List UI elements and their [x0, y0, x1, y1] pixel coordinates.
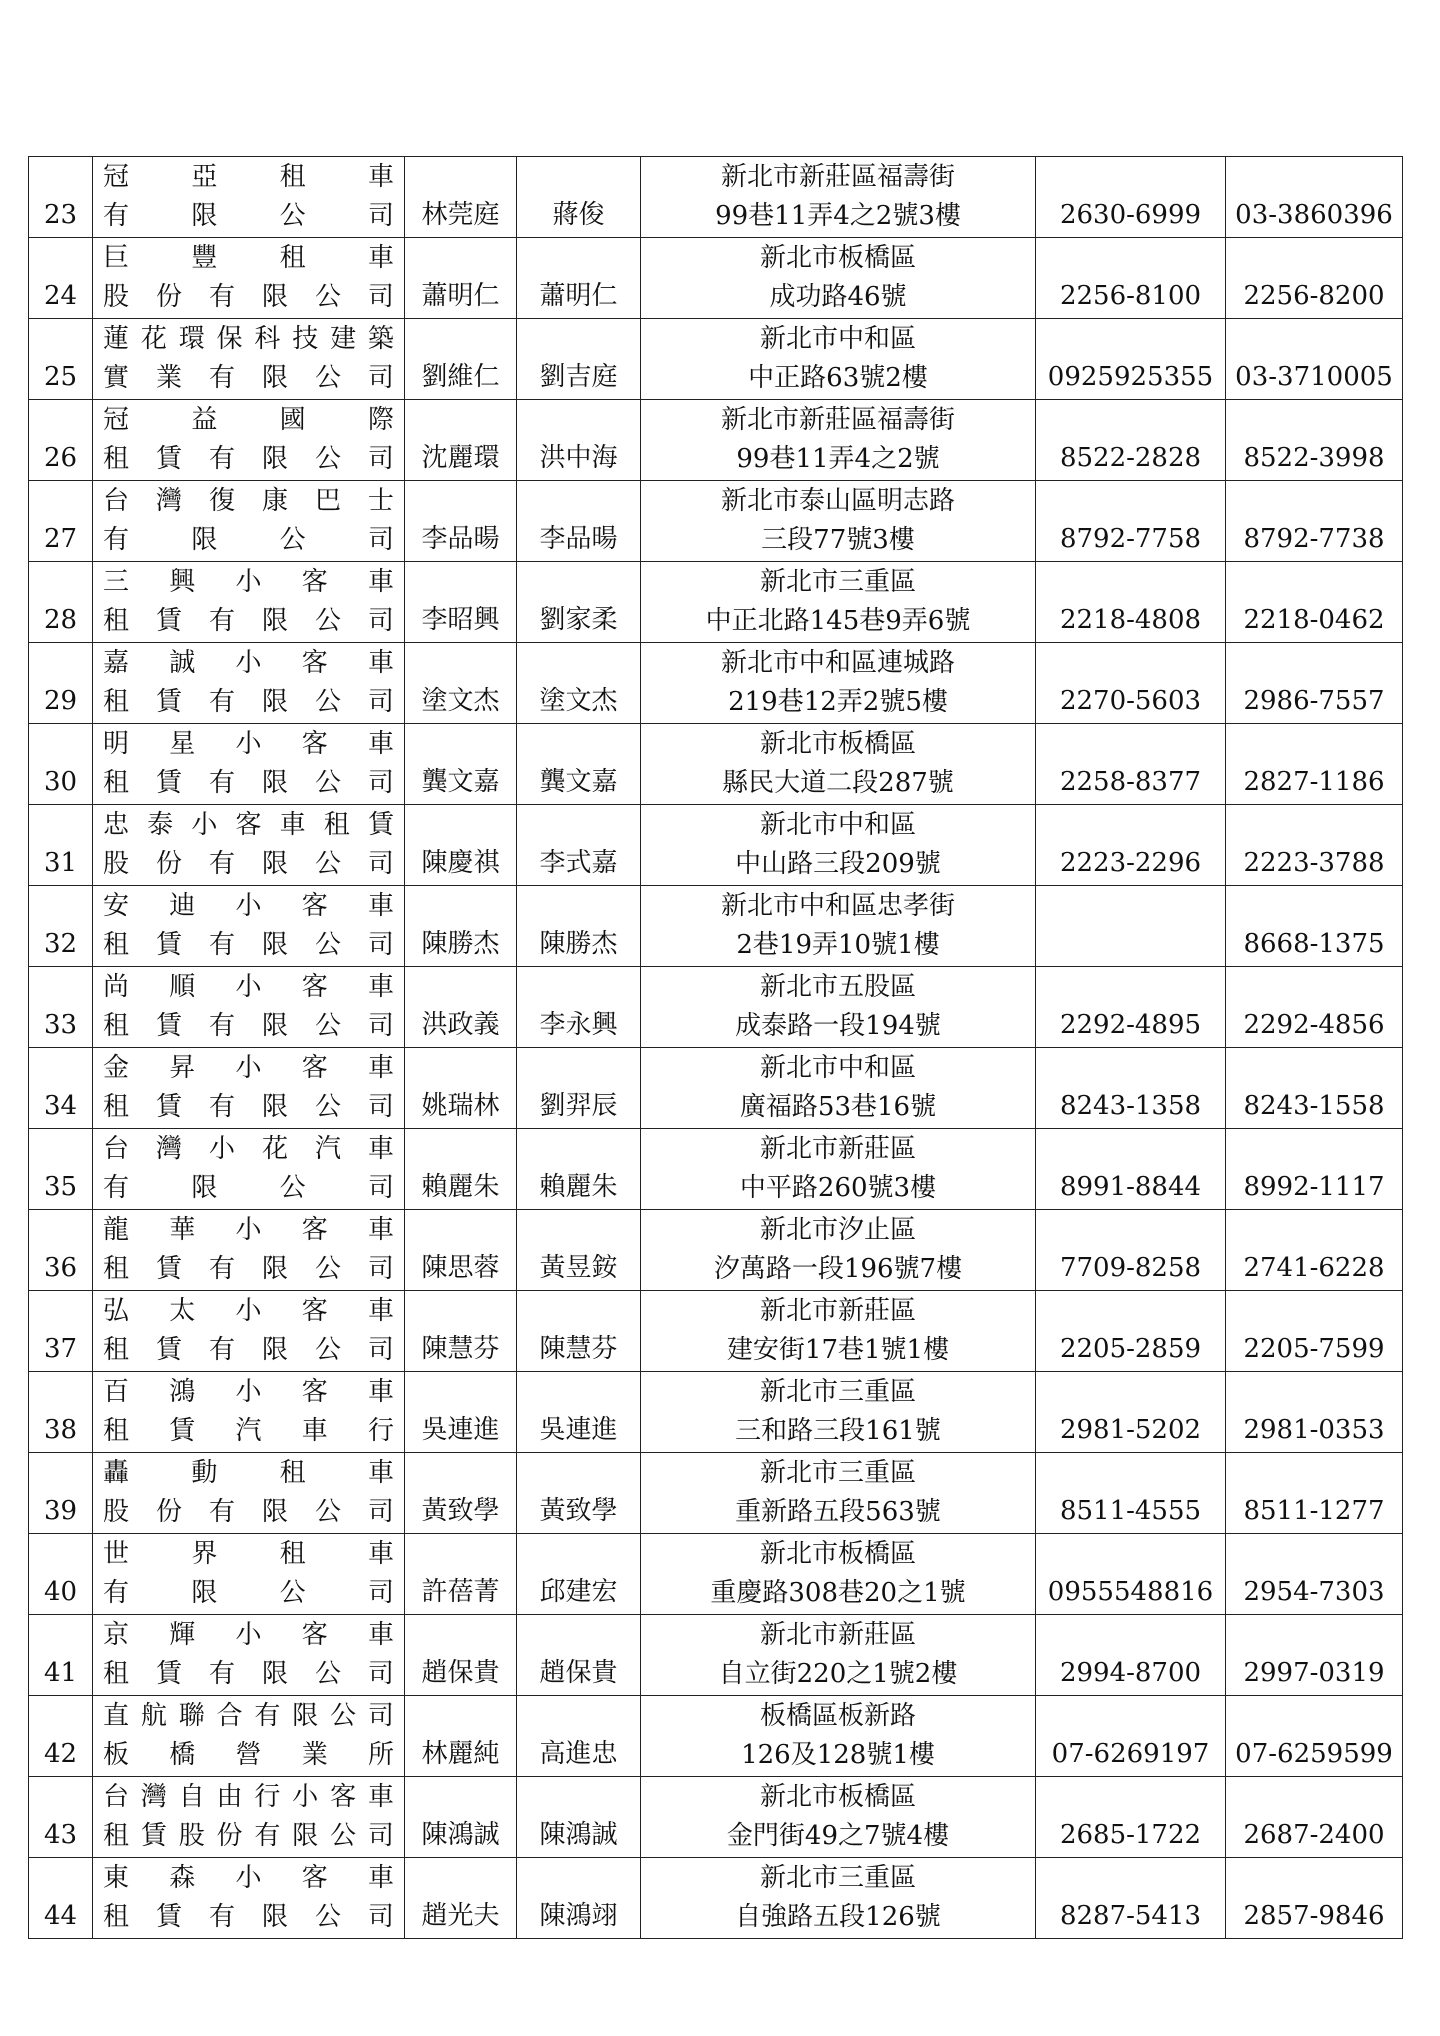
address-cell	[641, 1777, 1036, 1858]
company-name-line: 冠 亞 租 車	[103, 162, 394, 192]
company-name-line: 轟 動 租 車	[103, 1458, 394, 1488]
company-name-line: 嘉 誠 小 客 車	[103, 648, 394, 678]
table-body	[29, 157, 1403, 1939]
company-name-line: 股 份 有 限 公 司	[103, 282, 394, 312]
row-number: 32	[29, 886, 93, 967]
contact-name: 塗文杰	[517, 643, 641, 724]
phone-number: 8511-4555	[1036, 1453, 1226, 1534]
phone-number: 0925925355	[1036, 319, 1226, 400]
company-name-cell	[93, 481, 405, 562]
representative-name: 姚瑞林	[405, 1048, 517, 1129]
company-name-cell	[93, 157, 405, 238]
row-number: 34	[29, 1048, 93, 1129]
address-cell	[641, 1291, 1036, 1372]
contact-name: 李永興	[517, 967, 641, 1048]
address-line: 新北市三重區	[759, 567, 916, 597]
contact-name: 陳慧芬	[517, 1291, 641, 1372]
company-name-cell	[93, 1615, 405, 1696]
table-row	[29, 643, 1403, 724]
address-line: 新北市板橋區	[759, 1539, 916, 1569]
company-name-line: 龍 華 小 客 車	[103, 1215, 394, 1245]
company-name-cell	[93, 967, 405, 1048]
representative-name: 陳思蓉	[405, 1210, 517, 1291]
phone-number	[1036, 886, 1226, 967]
address-line: 金門街49之7號4樓	[726, 1821, 950, 1851]
address-cell	[641, 805, 1036, 886]
address-line: 建安街17巷1號1樓	[726, 1335, 950, 1365]
fax-number: 8792-7738	[1226, 481, 1403, 562]
address-line: 中正路63號2樓	[748, 363, 928, 393]
company-name-cell	[93, 1210, 405, 1291]
company-name-line: 直 航 聯 合 有 限 公 司	[103, 1701, 394, 1731]
company-name-line: 京 輝 小 客 車	[103, 1620, 394, 1650]
table-row	[29, 481, 1403, 562]
company-name-line: 弘 太 小 客 車	[103, 1296, 394, 1326]
phone-number: 8522-2828	[1036, 400, 1226, 481]
row-number: 24	[29, 238, 93, 319]
phone-number: 8243-1358	[1036, 1048, 1226, 1129]
phone-number: 2223-2296	[1036, 805, 1226, 886]
company-name-line: 百 鴻 小 客 車	[103, 1377, 394, 1407]
address-cell	[641, 967, 1036, 1048]
table-row	[29, 1129, 1403, 1210]
company-name-cell	[93, 1858, 405, 1939]
address-cell	[641, 1858, 1036, 1939]
company-name-line: 蓮 花 環 保 科 技 建 築	[103, 324, 394, 354]
row-number: 42	[29, 1696, 93, 1777]
table-row	[29, 1210, 1403, 1291]
rental-company-table-page	[28, 156, 1402, 1939]
contact-name: 趙保貴	[517, 1615, 641, 1696]
phone-number: 2218-4808	[1036, 562, 1226, 643]
contact-name: 賴麗朱	[517, 1129, 641, 1210]
contact-name: 黃致學	[517, 1453, 641, 1534]
address-line: 新北市中和區	[759, 1053, 916, 1083]
address-line: 三段77號3樓	[761, 525, 915, 555]
representative-name: 許蓓菁	[405, 1534, 517, 1615]
company-name-line: 租 賃 有 限 公 司	[103, 1092, 394, 1122]
representative-name: 黃致學	[405, 1453, 517, 1534]
table-row	[29, 1858, 1403, 1939]
row-number: 31	[29, 805, 93, 886]
address-cell	[641, 1210, 1036, 1291]
fax-number: 03-3710005	[1226, 319, 1403, 400]
company-name-line: 台 灣 自 由 行 小 客 車	[103, 1782, 394, 1812]
company-name-line: 冠 益 國 際	[103, 405, 394, 435]
address-line: 新北市泰山區明志路	[720, 486, 955, 516]
address-cell	[641, 1129, 1036, 1210]
company-name-line: 明 星 小 客 車	[103, 729, 394, 759]
row-number: 36	[29, 1210, 93, 1291]
address-cell	[641, 724, 1036, 805]
company-name-cell	[93, 1453, 405, 1534]
fax-number: 07-6259599	[1226, 1696, 1403, 1777]
fax-number: 2292-4856	[1226, 967, 1403, 1048]
address-cell	[641, 319, 1036, 400]
address-line: 新北市三重區	[759, 1863, 916, 1893]
row-number: 26	[29, 400, 93, 481]
table-row	[29, 886, 1403, 967]
company-name-line: 有 限 公 司	[103, 525, 394, 555]
phone-number: 8792-7758	[1036, 481, 1226, 562]
company-name-line: 租 賃 有 限 公 司	[103, 930, 394, 960]
company-name-cell	[93, 238, 405, 319]
representative-name: 陳慧芬	[405, 1291, 517, 1372]
table-row	[29, 1777, 1403, 1858]
address-line: 新北市新莊區	[759, 1620, 916, 1650]
address-line: 新北市新莊區福壽街	[720, 405, 955, 435]
phone-number: 2270-5603	[1036, 643, 1226, 724]
fax-number: 2218-0462	[1226, 562, 1403, 643]
fax-number: 2205-7599	[1226, 1291, 1403, 1372]
phone-number: 2292-4895	[1036, 967, 1226, 1048]
fax-number: 2986-7557	[1226, 643, 1403, 724]
address-line: 汐萬路一段196號7樓	[713, 1254, 963, 1284]
address-cell	[641, 400, 1036, 481]
company-name-cell	[93, 643, 405, 724]
company-name-line: 東 森 小 客 車	[103, 1863, 394, 1893]
company-name-line: 三 興 小 客 車	[103, 567, 394, 597]
company-name-line: 台 灣 復 康 巴 士	[103, 486, 394, 516]
representative-name: 賴麗朱	[405, 1129, 517, 1210]
fax-number: 03-3860396	[1226, 157, 1403, 238]
row-number: 37	[29, 1291, 93, 1372]
contact-name: 黃昱銨	[517, 1210, 641, 1291]
address-line: 219巷12弄2號5樓	[728, 687, 948, 717]
row-number: 39	[29, 1453, 93, 1534]
company-name-line: 金 昇 小 客 車	[103, 1053, 394, 1083]
address-line: 中山路三段209號	[735, 849, 941, 879]
address-line: 新北市三重區	[759, 1377, 916, 1407]
row-number: 33	[29, 967, 93, 1048]
address-line: 自立街220之1號2樓	[718, 1659, 958, 1689]
address-line: 新北市新莊區福壽街	[720, 162, 955, 192]
address-cell	[641, 562, 1036, 643]
contact-name: 劉家柔	[517, 562, 641, 643]
fax-number: 2827-1186	[1226, 724, 1403, 805]
phone-number: 8287-5413	[1036, 1858, 1226, 1939]
phone-number: 2630-6999	[1036, 157, 1226, 238]
address-line: 重慶路308巷20之1號	[710, 1578, 966, 1608]
company-name-line: 租 賃 有 限 公 司	[103, 444, 394, 474]
company-name-cell	[93, 1048, 405, 1129]
address-line: 99巷11弄4之2號	[736, 444, 940, 474]
company-name-cell	[93, 1777, 405, 1858]
representative-name: 吳連進	[405, 1372, 517, 1453]
address-line: 中正北路145巷9弄6號	[705, 606, 971, 636]
address-line: 126及128號1樓	[741, 1740, 935, 1770]
contact-name: 陳勝杰	[517, 886, 641, 967]
company-name-line: 忠 泰 小 客 車 租 賃	[103, 810, 394, 840]
fax-number: 2954-7303	[1226, 1534, 1403, 1615]
table-row	[29, 157, 1403, 238]
address-line: 成泰路一段194號	[735, 1011, 941, 1041]
address-line: 新北市板橋區	[759, 243, 916, 273]
contact-name: 洪中海	[517, 400, 641, 481]
address-cell	[641, 1453, 1036, 1534]
address-cell	[641, 1372, 1036, 1453]
address-line: 新北市中和區忠孝街	[720, 891, 955, 921]
company-name-line: 租 賃 有 限 公 司	[103, 1902, 394, 1932]
contact-name: 李品暘	[517, 481, 641, 562]
row-number: 25	[29, 319, 93, 400]
address-line: 新北市五股區	[759, 972, 916, 1002]
company-name-line: 股 份 有 限 公 司	[103, 1497, 394, 1527]
fax-number: 2997-0319	[1226, 1615, 1403, 1696]
company-name-line: 租 賃 有 限 公 司	[103, 1659, 394, 1689]
table-row	[29, 1048, 1403, 1129]
company-name-line: 租 賃 有 限 公 司	[103, 1011, 394, 1041]
representative-name: 陳勝杰	[405, 886, 517, 967]
row-number: 28	[29, 562, 93, 643]
representative-name: 趙保貴	[405, 1615, 517, 1696]
fax-number: 8511-1277	[1226, 1453, 1403, 1534]
representative-name: 沈麗環	[405, 400, 517, 481]
phone-number: 2258-8377	[1036, 724, 1226, 805]
address-cell	[641, 238, 1036, 319]
table-row	[29, 967, 1403, 1048]
company-name-cell	[93, 1372, 405, 1453]
fax-number: 2857-9846	[1226, 1858, 1403, 1939]
row-number: 41	[29, 1615, 93, 1696]
company-name-line: 台 灣 小 花 汽 車	[103, 1134, 394, 1164]
representative-name: 李昭興	[405, 562, 517, 643]
address-line: 三和路三段161號	[735, 1416, 941, 1446]
representative-name: 陳鴻誠	[405, 1777, 517, 1858]
contact-name: 吳連進	[517, 1372, 641, 1453]
contact-name: 劉羿辰	[517, 1048, 641, 1129]
contact-name: 邱建宏	[517, 1534, 641, 1615]
company-name-line: 租 賃 有 限 公 司	[103, 768, 394, 798]
address-line: 中平路260號3樓	[739, 1173, 937, 1203]
company-name-cell	[93, 1534, 405, 1615]
address-line: 新北市新莊區	[759, 1134, 916, 1164]
representative-name: 李品暘	[405, 481, 517, 562]
company-name-line: 租 賃 股 份 有 限 公 司	[103, 1821, 394, 1851]
table-row	[29, 724, 1403, 805]
address-cell	[641, 1534, 1036, 1615]
company-name-line: 有 限 公 司	[103, 1173, 394, 1203]
table-row	[29, 1696, 1403, 1777]
company-name-line: 有 限 公 司	[103, 201, 394, 231]
representative-name: 劉維仁	[405, 319, 517, 400]
representative-name: 龔文嘉	[405, 724, 517, 805]
address-line: 成功路46號	[769, 282, 907, 312]
company-name-line: 世 界 租 車	[103, 1539, 394, 1569]
company-name-line: 租 賃 有 限 公 司	[103, 1254, 394, 1284]
fax-number: 8522-3998	[1226, 400, 1403, 481]
phone-number: 2981-5202	[1036, 1372, 1226, 1453]
address-line: 廣福路53巷16號	[739, 1092, 937, 1122]
company-name-cell	[93, 805, 405, 886]
company-name-line: 巨 豐 租 車	[103, 243, 394, 273]
address-line: 新北市中和區	[759, 324, 916, 354]
contact-name: 陳鴻誠	[517, 1777, 641, 1858]
phone-number: 2256-8100	[1036, 238, 1226, 319]
representative-name: 陳慶祺	[405, 805, 517, 886]
company-name-line: 實 業 有 限 公 司	[103, 363, 394, 393]
fax-number: 8243-1558	[1226, 1048, 1403, 1129]
address-cell	[641, 481, 1036, 562]
representative-name: 林莞庭	[405, 157, 517, 238]
phone-number: 2994-8700	[1036, 1615, 1226, 1696]
table-row	[29, 562, 1403, 643]
address-line: 自強路五段126號	[735, 1902, 941, 1932]
address-line: 99巷11弄4之2號3樓	[715, 201, 961, 231]
representative-name: 趙光夫	[405, 1858, 517, 1939]
fax-number: 8992-1117	[1226, 1129, 1403, 1210]
row-number: 38	[29, 1372, 93, 1453]
contact-name: 蔣俊	[517, 157, 641, 238]
company-name-line: 租 賃 汽 車 行	[103, 1416, 394, 1446]
phone-number: 2205-2859	[1036, 1291, 1226, 1372]
contact-name: 李式嘉	[517, 805, 641, 886]
company-name-cell	[93, 562, 405, 643]
row-number: 29	[29, 643, 93, 724]
fax-number: 8668-1375	[1226, 886, 1403, 967]
address-cell	[641, 157, 1036, 238]
phone-number: 7709-8258	[1036, 1210, 1226, 1291]
address-line: 新北市中和區	[759, 810, 916, 840]
table-row	[29, 319, 1403, 400]
phone-number: 8991-8844	[1036, 1129, 1226, 1210]
company-name-line: 租 賃 有 限 公 司	[103, 1335, 394, 1365]
address-cell	[641, 643, 1036, 724]
table-row	[29, 400, 1403, 481]
address-line: 新北市汐止區	[759, 1215, 916, 1245]
company-name-cell	[93, 724, 405, 805]
phone-number: 07-6269197	[1036, 1696, 1226, 1777]
table-row	[29, 238, 1403, 319]
address-cell	[641, 1696, 1036, 1777]
contact-name: 龔文嘉	[517, 724, 641, 805]
fax-number: 2256-8200	[1226, 238, 1403, 319]
rental-company-table	[28, 156, 1403, 1939]
address-line: 板橋區板新路	[759, 1701, 916, 1731]
address-line: 新北市板橋區	[759, 729, 916, 759]
contact-name: 陳鴻翊	[517, 1858, 641, 1939]
company-name-cell	[93, 319, 405, 400]
company-name-line: 租 賃 有 限 公 司	[103, 606, 394, 636]
representative-name: 洪政義	[405, 967, 517, 1048]
company-name-line: 安 迪 小 客 車	[103, 891, 394, 921]
fax-number: 2741-6228	[1226, 1210, 1403, 1291]
company-name-line: 股 份 有 限 公 司	[103, 849, 394, 879]
row-number: 27	[29, 481, 93, 562]
company-name-line: 板 橋 營 業 所	[103, 1740, 394, 1770]
address-line: 縣民大道二段287號	[722, 768, 954, 798]
phone-number: 0955548816	[1036, 1534, 1226, 1615]
address-line: 重新路五段563號	[735, 1497, 941, 1527]
company-name-line: 尚 順 小 客 車	[103, 972, 394, 1002]
row-number: 23	[29, 157, 93, 238]
address-line: 新北市三重區	[759, 1458, 916, 1488]
contact-name: 劉吉庭	[517, 319, 641, 400]
fax-number: 2223-3788	[1226, 805, 1403, 886]
company-name-cell	[93, 1291, 405, 1372]
fax-number: 2981-0353	[1226, 1372, 1403, 1453]
row-number: 35	[29, 1129, 93, 1210]
table-row	[29, 805, 1403, 886]
table-row	[29, 1372, 1403, 1453]
row-number: 30	[29, 724, 93, 805]
address-cell	[641, 1048, 1036, 1129]
address-line: 新北市中和區連城路	[720, 648, 955, 678]
company-name-line: 有 限 公 司	[103, 1578, 394, 1608]
company-name-cell	[93, 1129, 405, 1210]
table-row	[29, 1534, 1403, 1615]
address-line: 新北市新莊區	[759, 1296, 916, 1326]
contact-name: 蕭明仁	[517, 238, 641, 319]
company-name-cell	[93, 1696, 405, 1777]
phone-number: 2685-1722	[1036, 1777, 1226, 1858]
address-cell	[641, 886, 1036, 967]
company-name-cell	[93, 400, 405, 481]
contact-name: 高進忠	[517, 1696, 641, 1777]
representative-name: 林麗純	[405, 1696, 517, 1777]
row-number: 43	[29, 1777, 93, 1858]
table-row	[29, 1615, 1403, 1696]
row-number: 44	[29, 1858, 93, 1939]
row-number: 40	[29, 1534, 93, 1615]
table-row	[29, 1453, 1403, 1534]
fax-number: 2687-2400	[1226, 1777, 1403, 1858]
representative-name: 蕭明仁	[405, 238, 517, 319]
address-cell	[641, 1615, 1036, 1696]
representative-name: 塗文杰	[405, 643, 517, 724]
address-line: 2巷19弄10號1樓	[736, 930, 940, 960]
company-name-line: 租 賃 有 限 公 司	[103, 687, 394, 717]
address-line: 新北市板橋區	[759, 1782, 916, 1812]
table-row	[29, 1291, 1403, 1372]
company-name-cell	[93, 886, 405, 967]
